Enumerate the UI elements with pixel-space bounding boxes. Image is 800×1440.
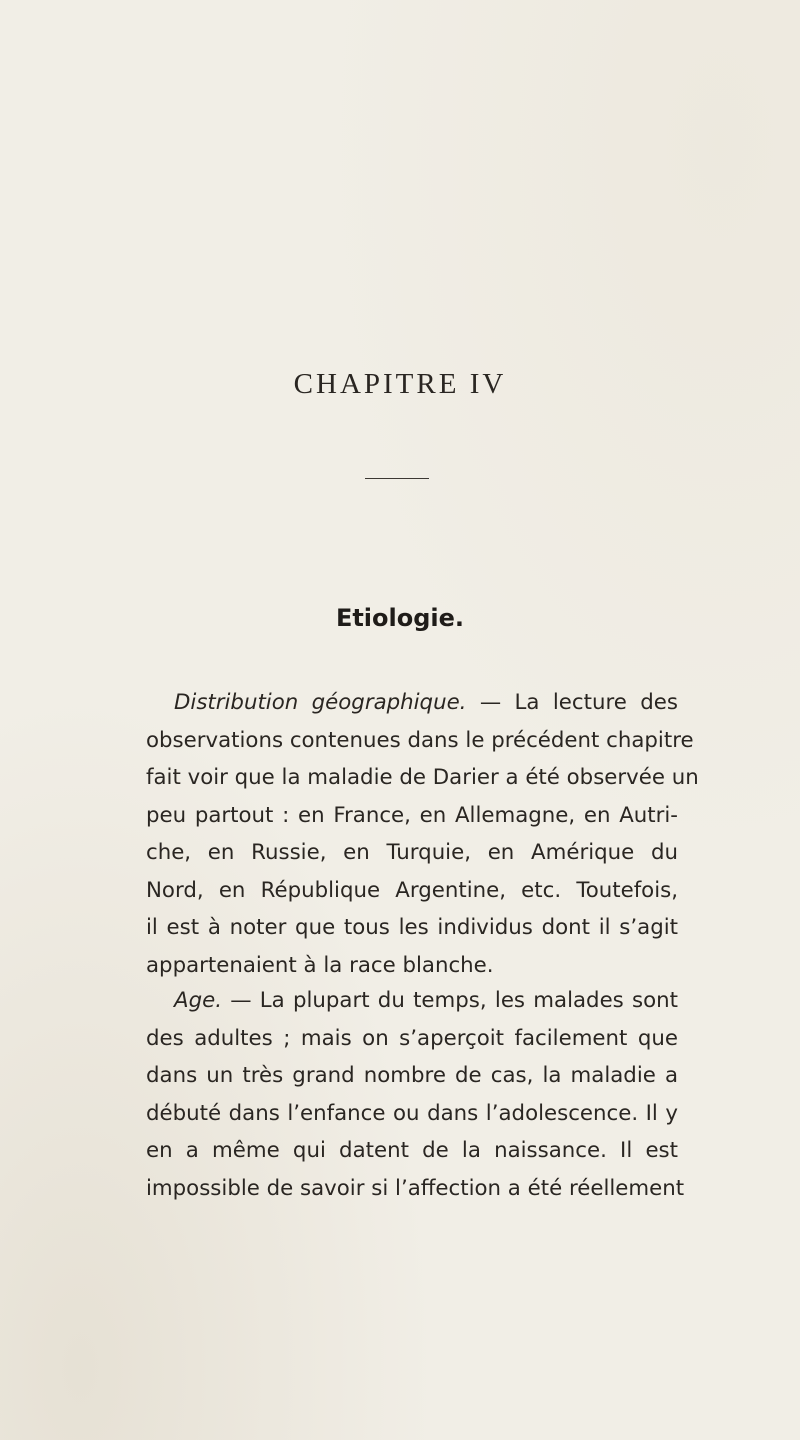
section-title: Etiologie. xyxy=(335,604,465,632)
text-line xyxy=(146,982,678,1020)
paragraph-heading: Distribution géographique. xyxy=(174,690,467,715)
text-line xyxy=(146,684,678,722)
text-line: Nord, en République Argentine, etc. Toutefois, xyxy=(146,877,678,903)
paragraph-age xyxy=(146,982,685,1207)
text-line: des adultes ; mais on s’aperçoit facilement que xyxy=(146,1025,678,1051)
chapter-title: CHAPITRE IV xyxy=(293,368,507,400)
text-line: che, en Russie, en Turquie, en Amérique du xyxy=(146,840,678,865)
paragraph-heading: Age. xyxy=(174,988,222,1013)
text-segment: — La lecture des xyxy=(479,690,678,715)
text-segment: — La plupart du temps, les malades sont xyxy=(230,988,678,1013)
text-line: impossible de savoir si l’affection a été réellement xyxy=(146,1175,685,1201)
text-line: fait voir que la maladie de Darier a été observée un xyxy=(146,765,699,790)
title-divider xyxy=(365,478,429,479)
text-line: appartenaient à la race blanche. xyxy=(146,952,494,978)
text-line: peu partout : en France, en Allemagne, en Autri- xyxy=(146,802,678,828)
text-line: observations contenues dans le précédent chapitre xyxy=(146,727,694,753)
text-line: en a même qui datent de la naissance. Il est xyxy=(146,1138,678,1163)
text-line: il est à noter que tous les individus dont il s’agit xyxy=(146,915,678,940)
text-line: débuté dans l’enfance ou dans l’adolescence. Il y xyxy=(146,1100,678,1126)
text-line: dans un très grand nombre de cas, la maladie a xyxy=(146,1063,678,1088)
paragraph-distribution xyxy=(146,684,699,984)
